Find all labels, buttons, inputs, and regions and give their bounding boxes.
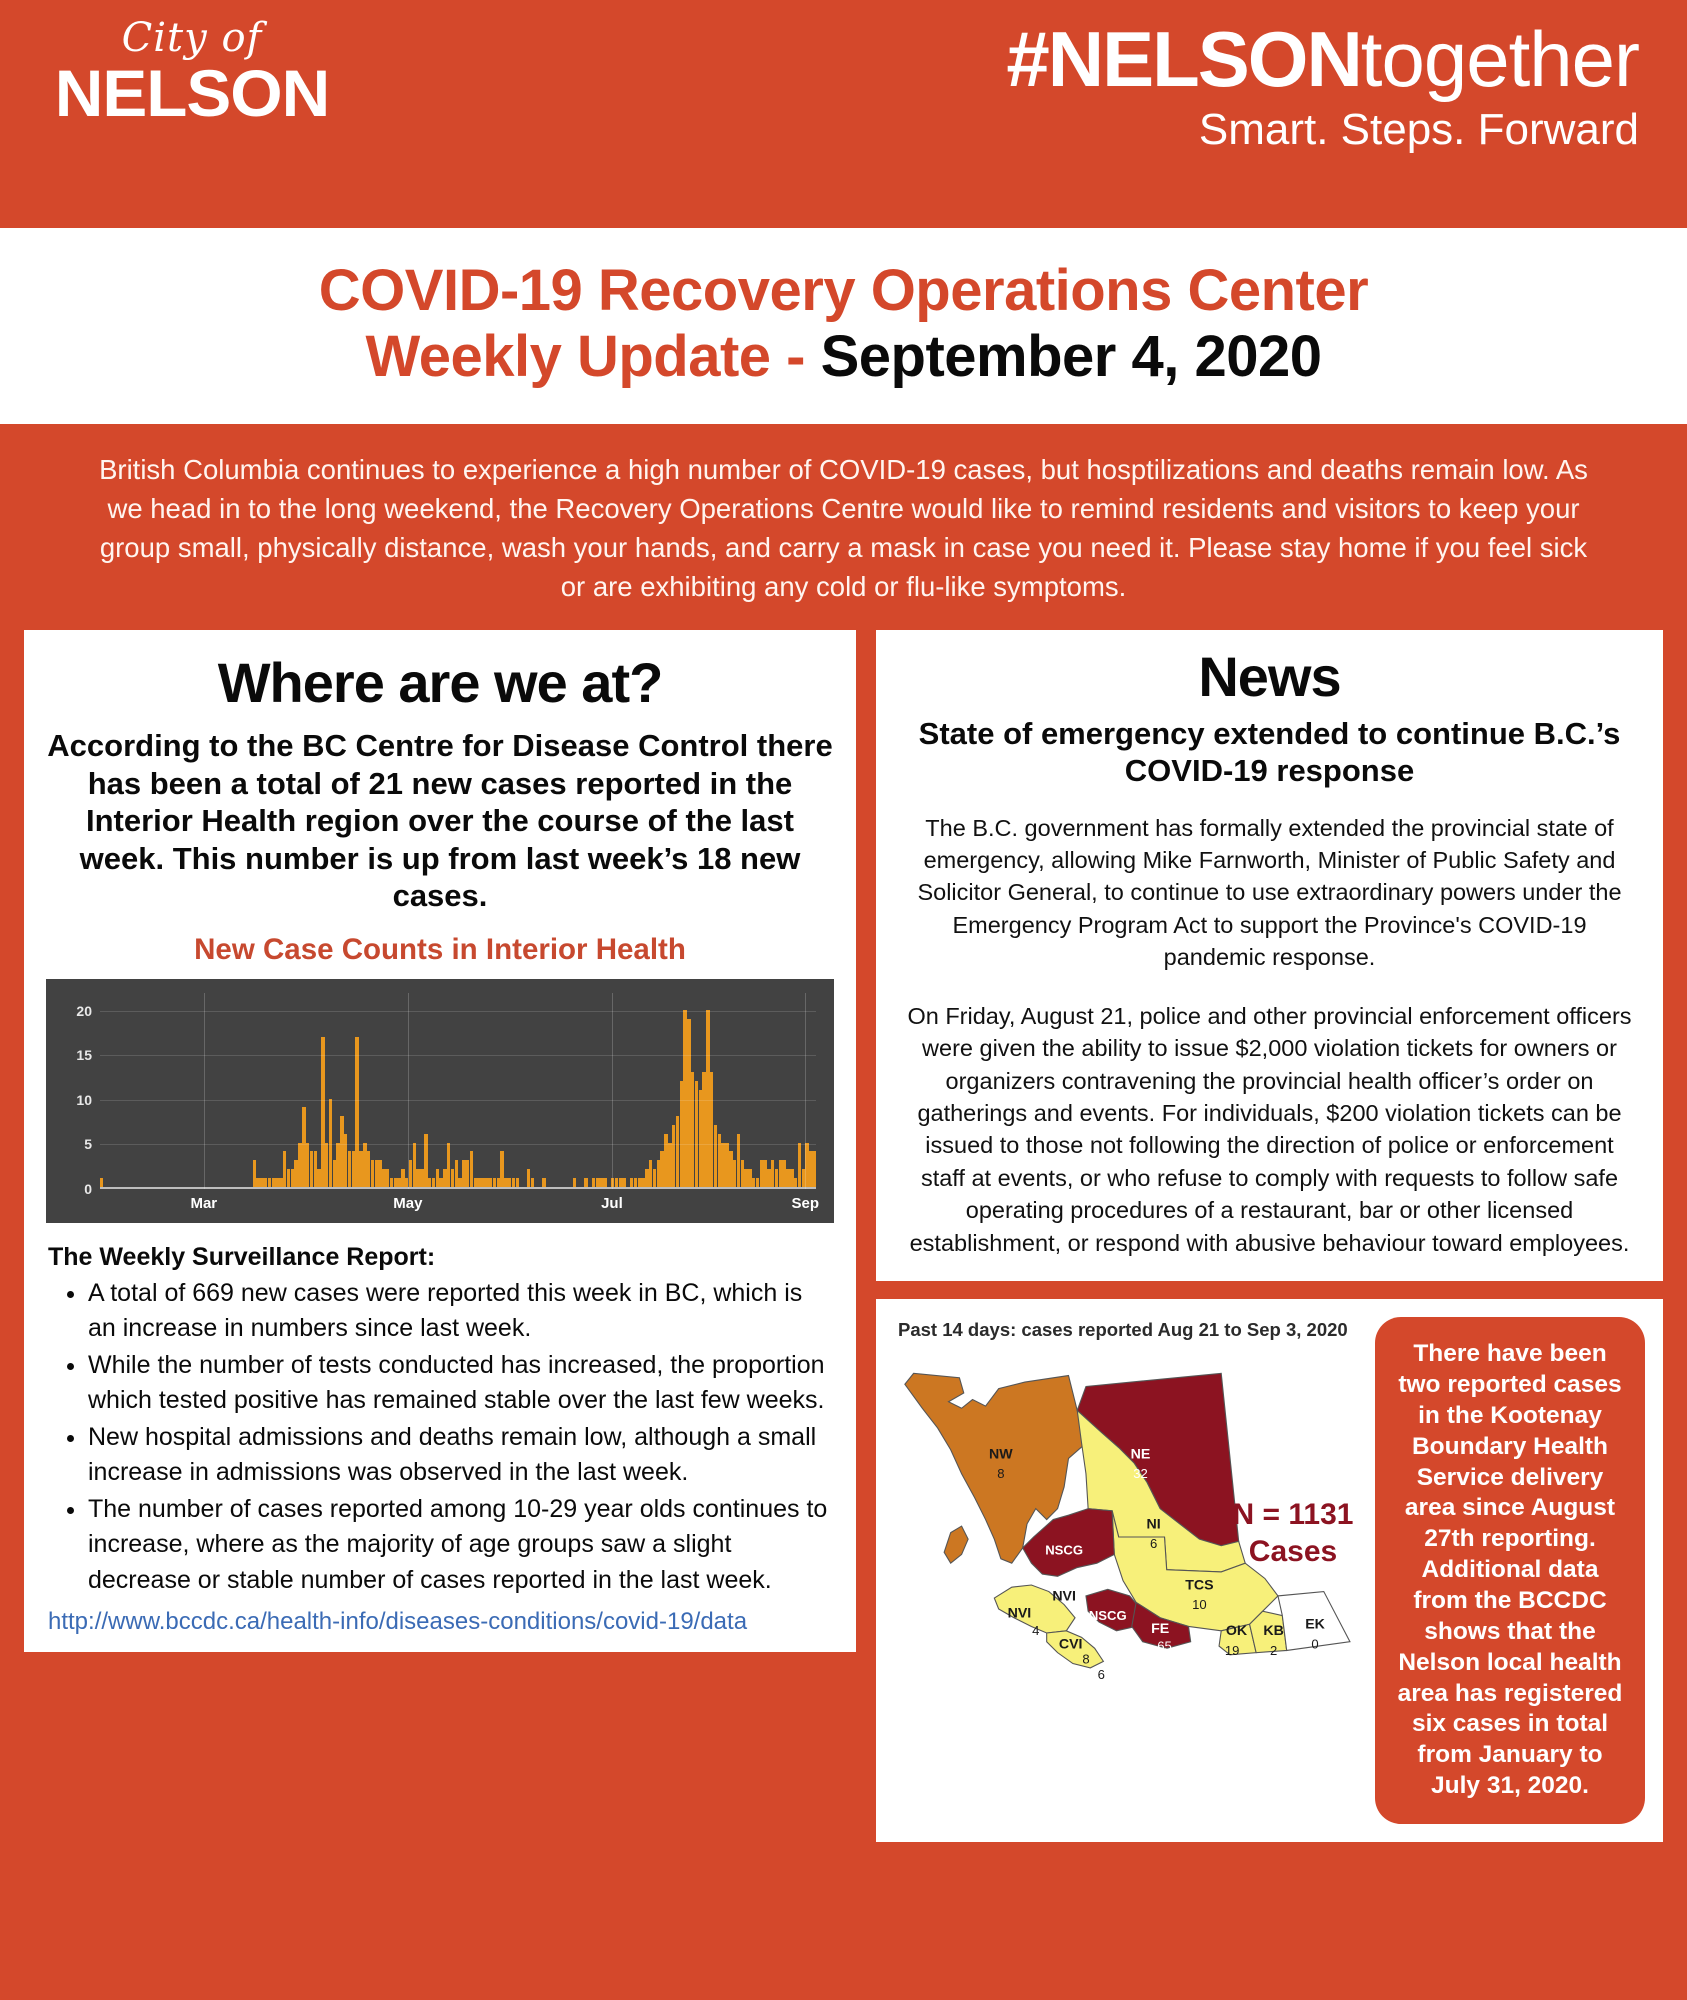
section-heading-news: News bbox=[1198, 645, 1341, 709]
chart-x-tick-label: May bbox=[393, 1194, 423, 1212]
chart-bar bbox=[531, 1178, 534, 1187]
hashtag-block bbox=[1006, 15, 1639, 154]
chart-bar bbox=[542, 1178, 545, 1187]
chart-gridline bbox=[100, 1100, 816, 1101]
chart-bar bbox=[573, 1178, 576, 1187]
left-column bbox=[24, 630, 856, 1652]
svg-text:NE: NE bbox=[1130, 1446, 1151, 1463]
svg-text:32: 32 bbox=[1133, 1466, 1148, 1482]
surveillance-bullet: • New hospital admissions and deaths remain low, although a small increase in admissions was observed in the last week. bbox=[88, 1420, 834, 1491]
source-url-link[interactable]: http://www.bccdc.ca/health-info/diseases-conditions/covid-19/data bbox=[48, 1608, 748, 1636]
hashtag-light-text: together bbox=[1360, 15, 1639, 103]
bc-map-graphic bbox=[892, 1345, 1365, 1705]
chart-x-tick-labels bbox=[100, 1189, 820, 1219]
svg-text:4: 4 bbox=[1032, 1623, 1040, 1639]
map-card bbox=[876, 1299, 1663, 1842]
page-title: COVID-19 Recovery Operations Center bbox=[318, 258, 1369, 323]
intro-paragraph: British Columbia continues to experience a high number of COVID-19 cases, but hosptilizations and deaths remain low. As we head in to the long weekend, the Recovery Operations Centre would like to remind residents and visitors to keep your group small, physically distance, wash your hands, and carry a mask in case you need it. Please stay home if you feel sick or are exhibiting any cold or flu-like symptoms. bbox=[0, 424, 1687, 630]
surveillance-bullet: • The number of cases reported among 10-29 year olds continues to increase, where as the majority of age groups saw a slight decrease or stable number of cases reported in the last week. bbox=[88, 1492, 834, 1599]
chart-gridline-vertical bbox=[805, 993, 806, 1189]
svg-text:EK: EK bbox=[1305, 1616, 1325, 1633]
surveillance-bullet-list bbox=[46, 1276, 834, 1599]
news-subheading: State of emergency extended to continue B.C.’s COVID-19 response bbox=[918, 716, 1621, 789]
chart-bar bbox=[516, 1178, 519, 1187]
chart-x-tick-label: Sep bbox=[791, 1194, 820, 1212]
body-grid bbox=[0, 630, 1687, 1862]
surveillance-bullet: • A total of 669 new cases were reported this week in BC, which is an increase in numbers since last week. bbox=[88, 1276, 834, 1347]
svg-text:NI: NI bbox=[1146, 1516, 1161, 1533]
svg-text:FE: FE bbox=[1151, 1621, 1170, 1638]
svg-text:0: 0 bbox=[1311, 1636, 1319, 1652]
svg-text:8: 8 bbox=[997, 1466, 1005, 1482]
news-card bbox=[876, 630, 1663, 1281]
svg-text:NVI: NVI bbox=[1052, 1588, 1076, 1605]
kootenay-callout-box: There have been two reported cases in the Kootenay Boundary Health Service delivery area since August 27th reporting. Additional data from the BCCDC shows that the Nelson local health area has registered six cases in total from January to July 31, 2020. bbox=[1375, 1317, 1645, 1824]
chart-gridline-vertical bbox=[408, 993, 409, 1189]
map-total-n: N = 1131 bbox=[1232, 1498, 1354, 1532]
news-paragraph-2: On Friday, August 21, police and other provincial enforcement officers were given the ability to issue $2,000 violation tickets for owners or organizers contravening the provincial health officer’s order on gatherings and events. For individuals, $200 violation tickets can be issued to those not following the direction of police or enforcement staff at events, or who refuse to comply with requests to follow safe operating procedures of a restaurant, bar or other licensed establishment, or respond with abusive behaviour toward employees. bbox=[907, 1002, 1632, 1256]
news-paragraph-1: The B.C. government has formally extended the provincial state of emergency, allowing Mike Farnworth, Minister of Public Safety and Solicitor General, to continue to use extraordinary powers under the Emergency Program Act to support the Province's COVID-19 pandemic response. bbox=[917, 814, 1622, 971]
bc-map-zone bbox=[892, 1313, 1365, 1830]
svg-text:19: 19 bbox=[1224, 1642, 1240, 1658]
chart-bar bbox=[100, 1178, 103, 1187]
svg-text:NSCG: NSCG bbox=[1045, 1542, 1084, 1558]
svg-text:KB: KB bbox=[1263, 1623, 1284, 1640]
surveillance-bullet: • While the number of tests conducted has increased, the proportion which tested positive has remained stable over the last few weeks. bbox=[88, 1348, 834, 1419]
page-subtitle-date: September 4, 2020 bbox=[820, 324, 1322, 390]
chart-y-tick-label: 20 bbox=[76, 1002, 92, 1019]
title-band bbox=[0, 228, 1687, 424]
chart-plot-area bbox=[76, 993, 816, 1197]
svg-text:6: 6 bbox=[1097, 1666, 1105, 1682]
where-are-we-at-card bbox=[24, 630, 856, 1652]
chart-y-tick-label: 0 bbox=[84, 1180, 92, 1197]
page-subtitle bbox=[60, 324, 1627, 390]
svg-text:6: 6 bbox=[1149, 1535, 1158, 1551]
section-heading-where: Where are we at? bbox=[217, 651, 663, 715]
chart-bar bbox=[603, 1178, 606, 1187]
lead-paragraph: According to the BC Centre for Disease Control there has been a total of 21 new cases reported in the Interior Health region over the course of the last week. This number is up from last week’s 18 new cases. bbox=[47, 728, 833, 914]
map-region-haida-gwaii bbox=[944, 1526, 968, 1563]
chart-bar bbox=[584, 1178, 587, 1187]
chart-bar bbox=[813, 1151, 816, 1186]
chart-y-tick-label: 5 bbox=[84, 1136, 92, 1153]
svg-text:OK: OK bbox=[1225, 1623, 1248, 1640]
chart-title: New Case Counts in Interior Health bbox=[194, 932, 686, 966]
svg-text:65: 65 bbox=[1157, 1638, 1172, 1654]
chart-gridline-vertical bbox=[204, 993, 205, 1189]
new-case-counts-chart bbox=[46, 979, 834, 1223]
svg-text:CVI: CVI bbox=[1058, 1636, 1083, 1653]
surveillance-report-title: The Weekly Surveillance Report: bbox=[48, 1242, 436, 1271]
right-column bbox=[876, 630, 1663, 1842]
map-total-cases-label bbox=[1227, 1497, 1359, 1570]
map-total-cases-word: Cases bbox=[1248, 1534, 1338, 1568]
header-banner bbox=[0, 0, 1687, 228]
chart-x-tick-label: Jul bbox=[601, 1194, 623, 1212]
logo-city-text: City of bbox=[121, 15, 263, 61]
chart-x-tick-label: Mar bbox=[190, 1194, 218, 1212]
svg-text:NVI: NVI bbox=[1007, 1605, 1032, 1622]
chart-bars bbox=[100, 993, 816, 1187]
chart-gridline bbox=[100, 1011, 816, 1012]
hashtag-line bbox=[1006, 15, 1639, 103]
page-subtitle-label: Weekly Update - bbox=[365, 324, 821, 390]
chart-gridline-vertical bbox=[612, 993, 613, 1189]
map-caption: Past 14 days: cases reported Aug 21 to Sep 3, 2020 bbox=[898, 1319, 1348, 1341]
chart-bar bbox=[622, 1178, 625, 1187]
chart-gridline bbox=[100, 1055, 816, 1056]
chart-y-tick-label: 15 bbox=[76, 1047, 92, 1064]
svg-text:8: 8 bbox=[1082, 1651, 1090, 1667]
hashtag-bold-text: #NELSON bbox=[1006, 15, 1361, 103]
city-of-nelson-logo bbox=[42, 15, 342, 130]
svg-text:NSCG: NSCG bbox=[1088, 1607, 1127, 1623]
tagline-text: Smart. Steps. Forward bbox=[1198, 104, 1639, 154]
svg-text:TCS: TCS bbox=[1185, 1577, 1214, 1594]
svg-text:NW: NW bbox=[989, 1446, 1013, 1463]
chart-y-tick-label: 10 bbox=[76, 1091, 92, 1108]
chart-gridline bbox=[100, 1144, 816, 1145]
logo-nelson-text: NELSON bbox=[54, 56, 330, 130]
svg-text:2: 2 bbox=[1269, 1642, 1278, 1658]
svg-text:10: 10 bbox=[1192, 1597, 1207, 1613]
